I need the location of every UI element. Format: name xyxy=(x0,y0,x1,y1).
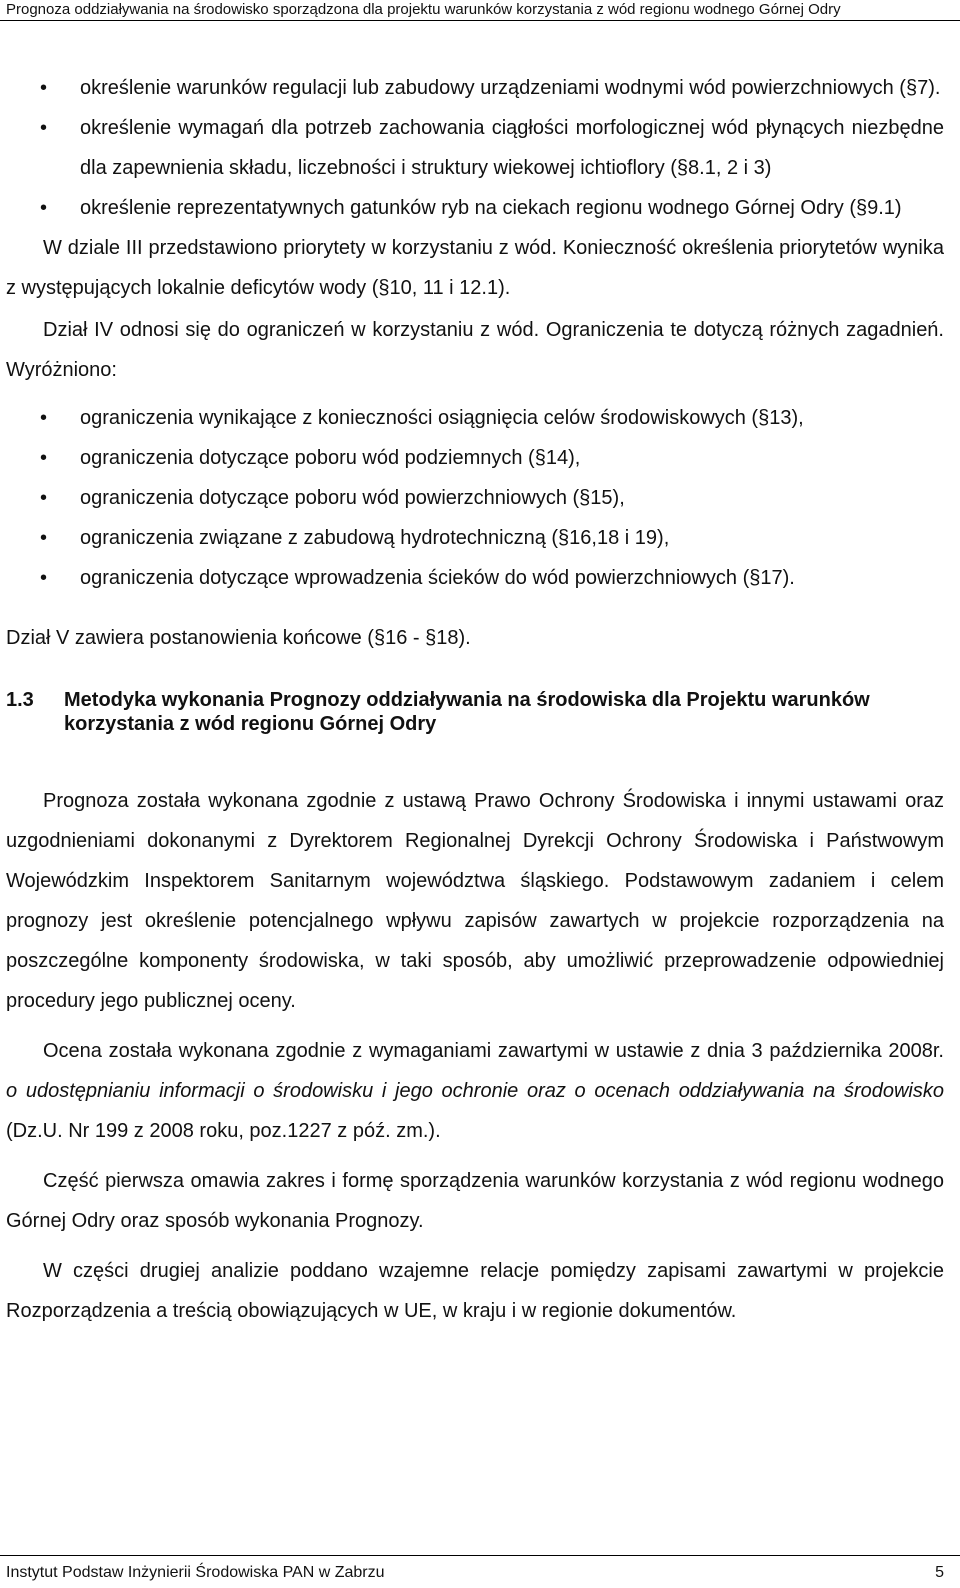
document-body xyxy=(6,68,944,1331)
bullet-list-top xyxy=(6,68,944,228)
ocena-citation: (Dz.U. Nr 199 z 2008 roku, poz.1227 z póź. zm.). xyxy=(6,1120,441,1142)
list-item: • określenie wymagań dla potrzeb zachowania ciągłości morfologicznej wód płynących niezbędne dla zapewnienia składu, liczebności i struktury wiekowej ichtioflory (§8.1, 2 i 3) xyxy=(6,108,944,188)
list-item: • określenie reprezentatywnych gatunków ryb na ciekach regionu wodnego Górnej Odry (§9.1) xyxy=(6,188,944,228)
list-item: • ograniczenia dotyczące poboru wód powierzchniowych (§15), xyxy=(6,478,944,518)
section-number: 1.3 xyxy=(6,689,34,711)
list-item: • ograniczenia dotyczące poboru wód podziemnych (§14), xyxy=(6,438,944,478)
ocena-text: Ocena została wykonana zgodnie z wymaganiami zawartymi w ustawie z dnia 3 października 2008r. xyxy=(43,1040,944,1062)
list-item: • ograniczenia wynikające z konieczności osiągnięcia celów środowiskowych (§13), xyxy=(6,398,944,438)
section-title: Metodyka wykonania Prognozy oddziaływania na środowiska dla Projektu warunków korzystania z wód regionu Górnej Odry xyxy=(64,689,870,735)
header-rule xyxy=(0,20,960,21)
paragraph-prognoza: Prognoza została wykonana zgodnie z ustawą Prawo Ochrony Środowiska i innymi ustawami oraz uzgodnieniami dokonanymi z Dyrektorem Regionalnej Dyrekcji Ochrony Środowiska i Państwowym Wojewódzkim Inspektorem Sanitarnym województwa śląskiego. Podstawowym zadaniem i celem prognozy jest określenie potencjalnego wpływu zapisów zawartych w projekcie rozporządzenia na poszczególne komponenty środowiska, w taki sposób, aby umożliwić przeprowadzenie odpowiedniej procedury jego publicznej oceny. xyxy=(6,790,944,1012)
page-number: 5 xyxy=(935,1564,944,1581)
paragraph-czesc-pierwsza: Część pierwsza omawia zakres i formę sporządzenia warunków korzystania z wód regionu wodnego Górnej Odry oraz sposób wykonania Prognozy. xyxy=(6,1170,944,1232)
paragraph-dzial-v: Dział V zawiera postanowienia końcowe (§16 - §18). xyxy=(6,627,471,649)
page-footer xyxy=(0,1552,960,1588)
act-title: o udostępnianiu informacji o środowisku i jego ochronie oraz o ocenach oddziaływania na środowisko xyxy=(6,1080,944,1102)
paragraph-ocena xyxy=(6,1031,944,1151)
list-item: • ograniczenia związane z zabudową hydrotechniczną (§16,18 i 19), xyxy=(6,518,944,558)
list-item: • określenie warunków regulacji lub zabudowy urządzeniami wodnymi wód powierzchniowych (§7). xyxy=(6,68,944,108)
section-heading xyxy=(6,688,944,736)
page-header xyxy=(0,0,960,22)
paragraph-dzial-iv: Dział IV odnosi się do ograniczeń w korzystaniu z wód. Ograniczenia te dotyczą różnych zagadnień. Wyróżniono: xyxy=(6,319,944,381)
bullet-list-ograniczenia xyxy=(6,398,944,598)
footer-rule xyxy=(0,1555,960,1556)
running-title: Prognoza oddziaływania na środowisko sporządzona dla projektu warunków korzystania z wód regionu wodnego Górnej Odry xyxy=(6,1,841,18)
footer-institute: Instytut Podstaw Inżynierii Środowiska PAN w Zabrzu xyxy=(6,1564,385,1581)
paragraph-czesc-druga: W części drugiej analizie poddano wzajemne relacje pomiędzy zapisami zawartymi w projekcie Rozporządzenia a treścią obowiązujących w UE, w kraju i w regionie dokumentów. xyxy=(6,1260,944,1322)
paragraph-dzial-iii: W dziale III przedstawiono priorytety w korzystaniu z wód. Konieczność określenia priorytetów wynika z występujących lokalnie deficytów wody (§10, 11 i 12.1). xyxy=(6,237,944,299)
list-item: • ograniczenia dotyczące wprowadzenia ścieków do wód powierzchniowych (§17). xyxy=(6,558,944,598)
